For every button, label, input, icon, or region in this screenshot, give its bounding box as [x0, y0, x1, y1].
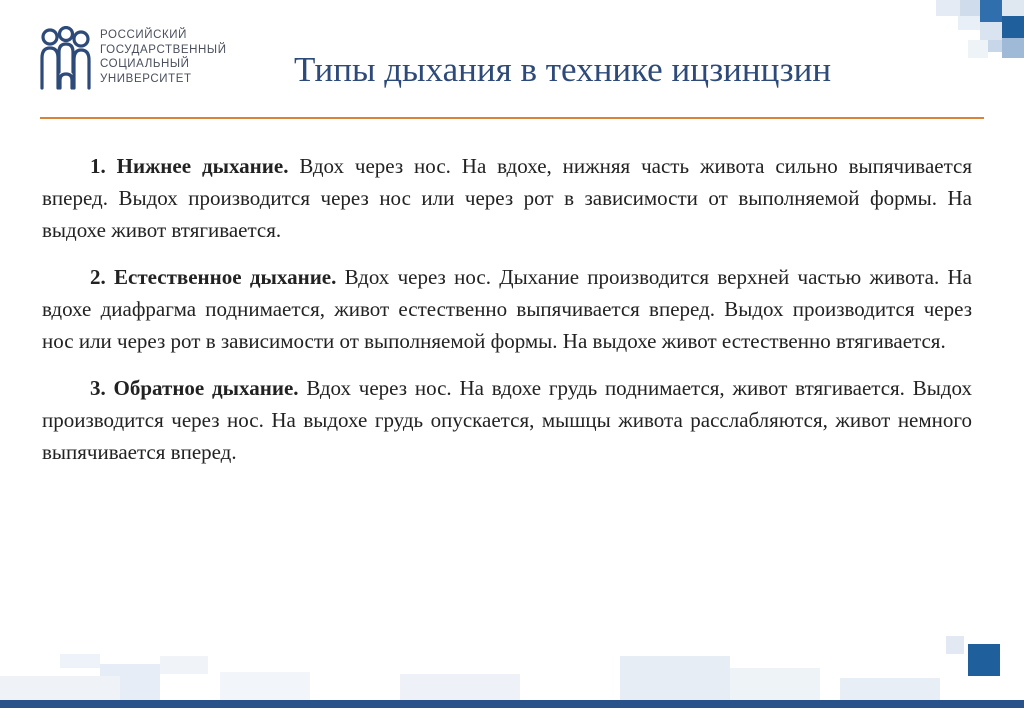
breathing-type-item: [42, 372, 972, 468]
logo-line: РОССИЙСКИЙ: [100, 29, 188, 41]
slide-body: [42, 150, 972, 483]
university-logo: [38, 26, 248, 98]
bottom-bar: [0, 700, 1024, 708]
logo-line: СОЦИАЛЬНЫЙ: [100, 58, 190, 70]
breathing-type-item: [42, 261, 972, 357]
item-heading: 1. Нижнее дыхание.: [90, 154, 289, 178]
people-group-icon: [38, 26, 94, 92]
item-text: Вдох через нос. Дыхание производится верхней частью живота. На вдохе диафрагма поднимается, живот естественно выпячивается вперед. Выдох производится через нос или через рот в зависимости от выполняемой формы. На выдохе живот естественно втягивается.: [42, 265, 972, 353]
breathing-type-item: [42, 150, 972, 246]
item-heading: 3. Обратное дыхание.: [90, 376, 299, 400]
logo-line: УНИВЕРСИТЕТ: [100, 72, 192, 85]
logo-text: [100, 28, 227, 86]
title-divider: [40, 117, 984, 119]
item-text: Вдох через нос. На вдохе, нижняя часть живота сильно выпячивается вперед. Выдох производится через нос или через рот в зависимости от выполняемой формы. На выдохе живот втягивается.: [42, 154, 973, 242]
item-text: Вдох через нос. На вдохе грудь поднимается, живот втягивается. Выдох производится через нос. На выдохе грудь опускается, мышцы живота расслабляются, живот немного выпячивается вперед.: [42, 376, 973, 464]
logo-line: ГОСУДАРСТВЕННЫЙ: [100, 43, 227, 56]
accent-square: [968, 644, 1000, 676]
slide-title: Типы дыхания в технике ицзинцзин: [294, 50, 832, 89]
item-heading: 2. Естественное дыхание.: [90, 265, 337, 289]
